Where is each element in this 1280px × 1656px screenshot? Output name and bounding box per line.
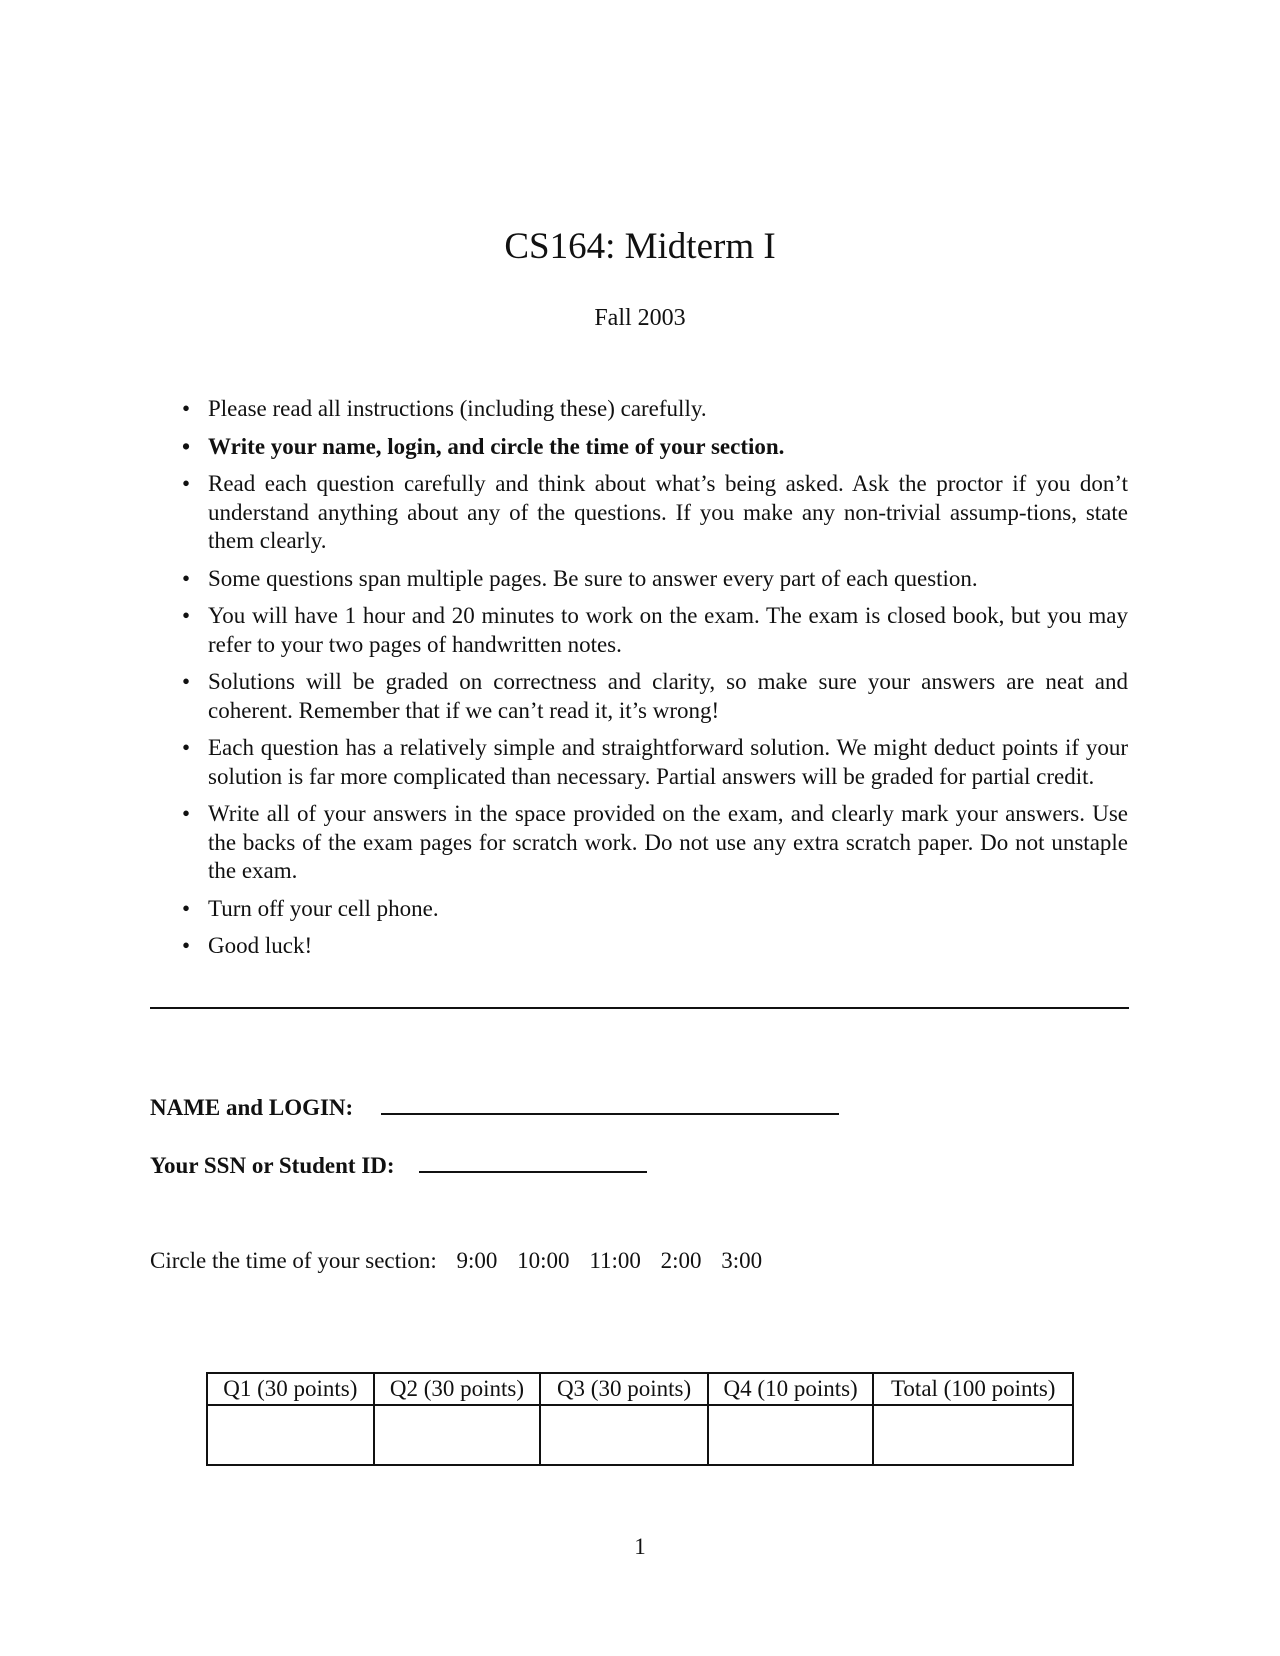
section-time-option[interactable]: 11:00	[589, 1248, 641, 1273]
instruction-text: Turn off your cell phone.	[208, 895, 439, 921]
section-time-option[interactable]: 2:00	[660, 1248, 702, 1273]
student-id-field[interactable]	[419, 1153, 647, 1173]
section-time-option[interactable]: 3:00	[721, 1248, 763, 1273]
score-cell-q2[interactable]	[374, 1405, 541, 1465]
bullet-icon: •	[182, 933, 191, 958]
page-number: 1	[634, 1534, 646, 1559]
bullet-icon: •	[182, 895, 191, 921]
score-table-header: Q1 (30 points)	[207, 1373, 374, 1405]
bullet-icon: •	[182, 735, 191, 760]
bullet-icon: •	[182, 603, 191, 628]
instruction-item	[182, 395, 1128, 424]
instruction-item	[182, 734, 1128, 791]
instruction-text: Good luck!	[208, 933, 313, 958]
instruction-item	[182, 565, 1128, 594]
bullet-icon: •	[182, 471, 191, 496]
score-table-header: Q2 (30 points)	[374, 1373, 541, 1405]
instruction-text: Write all of your answers in the space provided on the exam, and clearly mark your answers. Use the backs of the exam pages for scratch work. Do not use any extra scratch paper. Do not unstaple the exam.	[208, 801, 1128, 883]
score-cell-q3[interactable]	[540, 1405, 708, 1465]
score-cell-q1[interactable]	[207, 1405, 374, 1465]
score-cell-q4[interactable]	[708, 1405, 874, 1465]
instruction-item	[182, 932, 1128, 961]
section-time-option[interactable]: 9:00	[456, 1248, 498, 1273]
instruction-text: Each question has a relatively simple and straightforward solution. We might deduct points if your solution is far more complicated than necessary. Partial answers will be graded for partial credit.	[208, 735, 1128, 789]
student-id-row	[150, 1153, 647, 1179]
horizontal-divider	[150, 1007, 1129, 1009]
score-table-header: Q3 (30 points)	[540, 1373, 708, 1405]
name-login-row	[150, 1095, 839, 1121]
bullet-icon: •	[182, 396, 191, 421]
name-login-field[interactable]	[381, 1095, 839, 1115]
bullet-icon: •	[182, 801, 191, 826]
instruction-text: Please read all instructions (including these) carefully.	[208, 396, 707, 421]
instruction-item	[182, 470, 1128, 556]
instruction-item	[182, 668, 1128, 725]
score-table-row	[207, 1405, 1073, 1465]
instruction-text: Write your name, login, and circle the time of your section.	[208, 433, 785, 459]
instruction-item	[182, 602, 1128, 659]
score-table-header: Q4 (10 points)	[708, 1373, 874, 1405]
instruction-text: Some questions span multiple pages. Be sure to answer every part of each question.	[208, 565, 978, 591]
instructions-list	[182, 395, 1128, 970]
page-subtitle: Fall 2003	[594, 305, 686, 331]
instruction-text: Read each question carefully and think about what’s being asked. Ask the proctor if you don’t understand anything about any of the questions. If you make any non-trivial assump-tions, state them clearly.	[208, 471, 1128, 553]
instruction-text: You will have 1 hour and 20 minutes to work on the exam. The exam is closed book, but you may refer to your two pages of handwritten notes.	[208, 603, 1128, 657]
bullet-icon: •	[182, 565, 191, 591]
instruction-item	[182, 800, 1128, 886]
section-time-prompt: Circle the time of your section:	[150, 1248, 437, 1273]
section-time-row	[150, 1248, 762, 1274]
bullet-icon: •	[182, 433, 191, 459]
instruction-item	[182, 433, 1128, 462]
name-login-label: NAME and LOGIN:	[150, 1095, 354, 1120]
score-table-header: Total (100 points)	[873, 1373, 1073, 1405]
instruction-text: Solutions will be graded on correctness and clarity, so make sure your answers are neat and coherent. Remember that if we can’t read it, it’s wrong!	[208, 669, 1128, 723]
instruction-item	[182, 895, 1128, 924]
section-time-option[interactable]: 10:00	[517, 1248, 570, 1273]
student-id-label: Your SSN or Student ID:	[150, 1153, 395, 1178]
score-cell-total[interactable]	[873, 1405, 1073, 1465]
page-title: CS164: Midterm I	[504, 226, 776, 267]
score-table	[206, 1372, 1074, 1466]
score-table-header-row	[207, 1373, 1073, 1405]
bullet-icon: •	[182, 669, 191, 694]
